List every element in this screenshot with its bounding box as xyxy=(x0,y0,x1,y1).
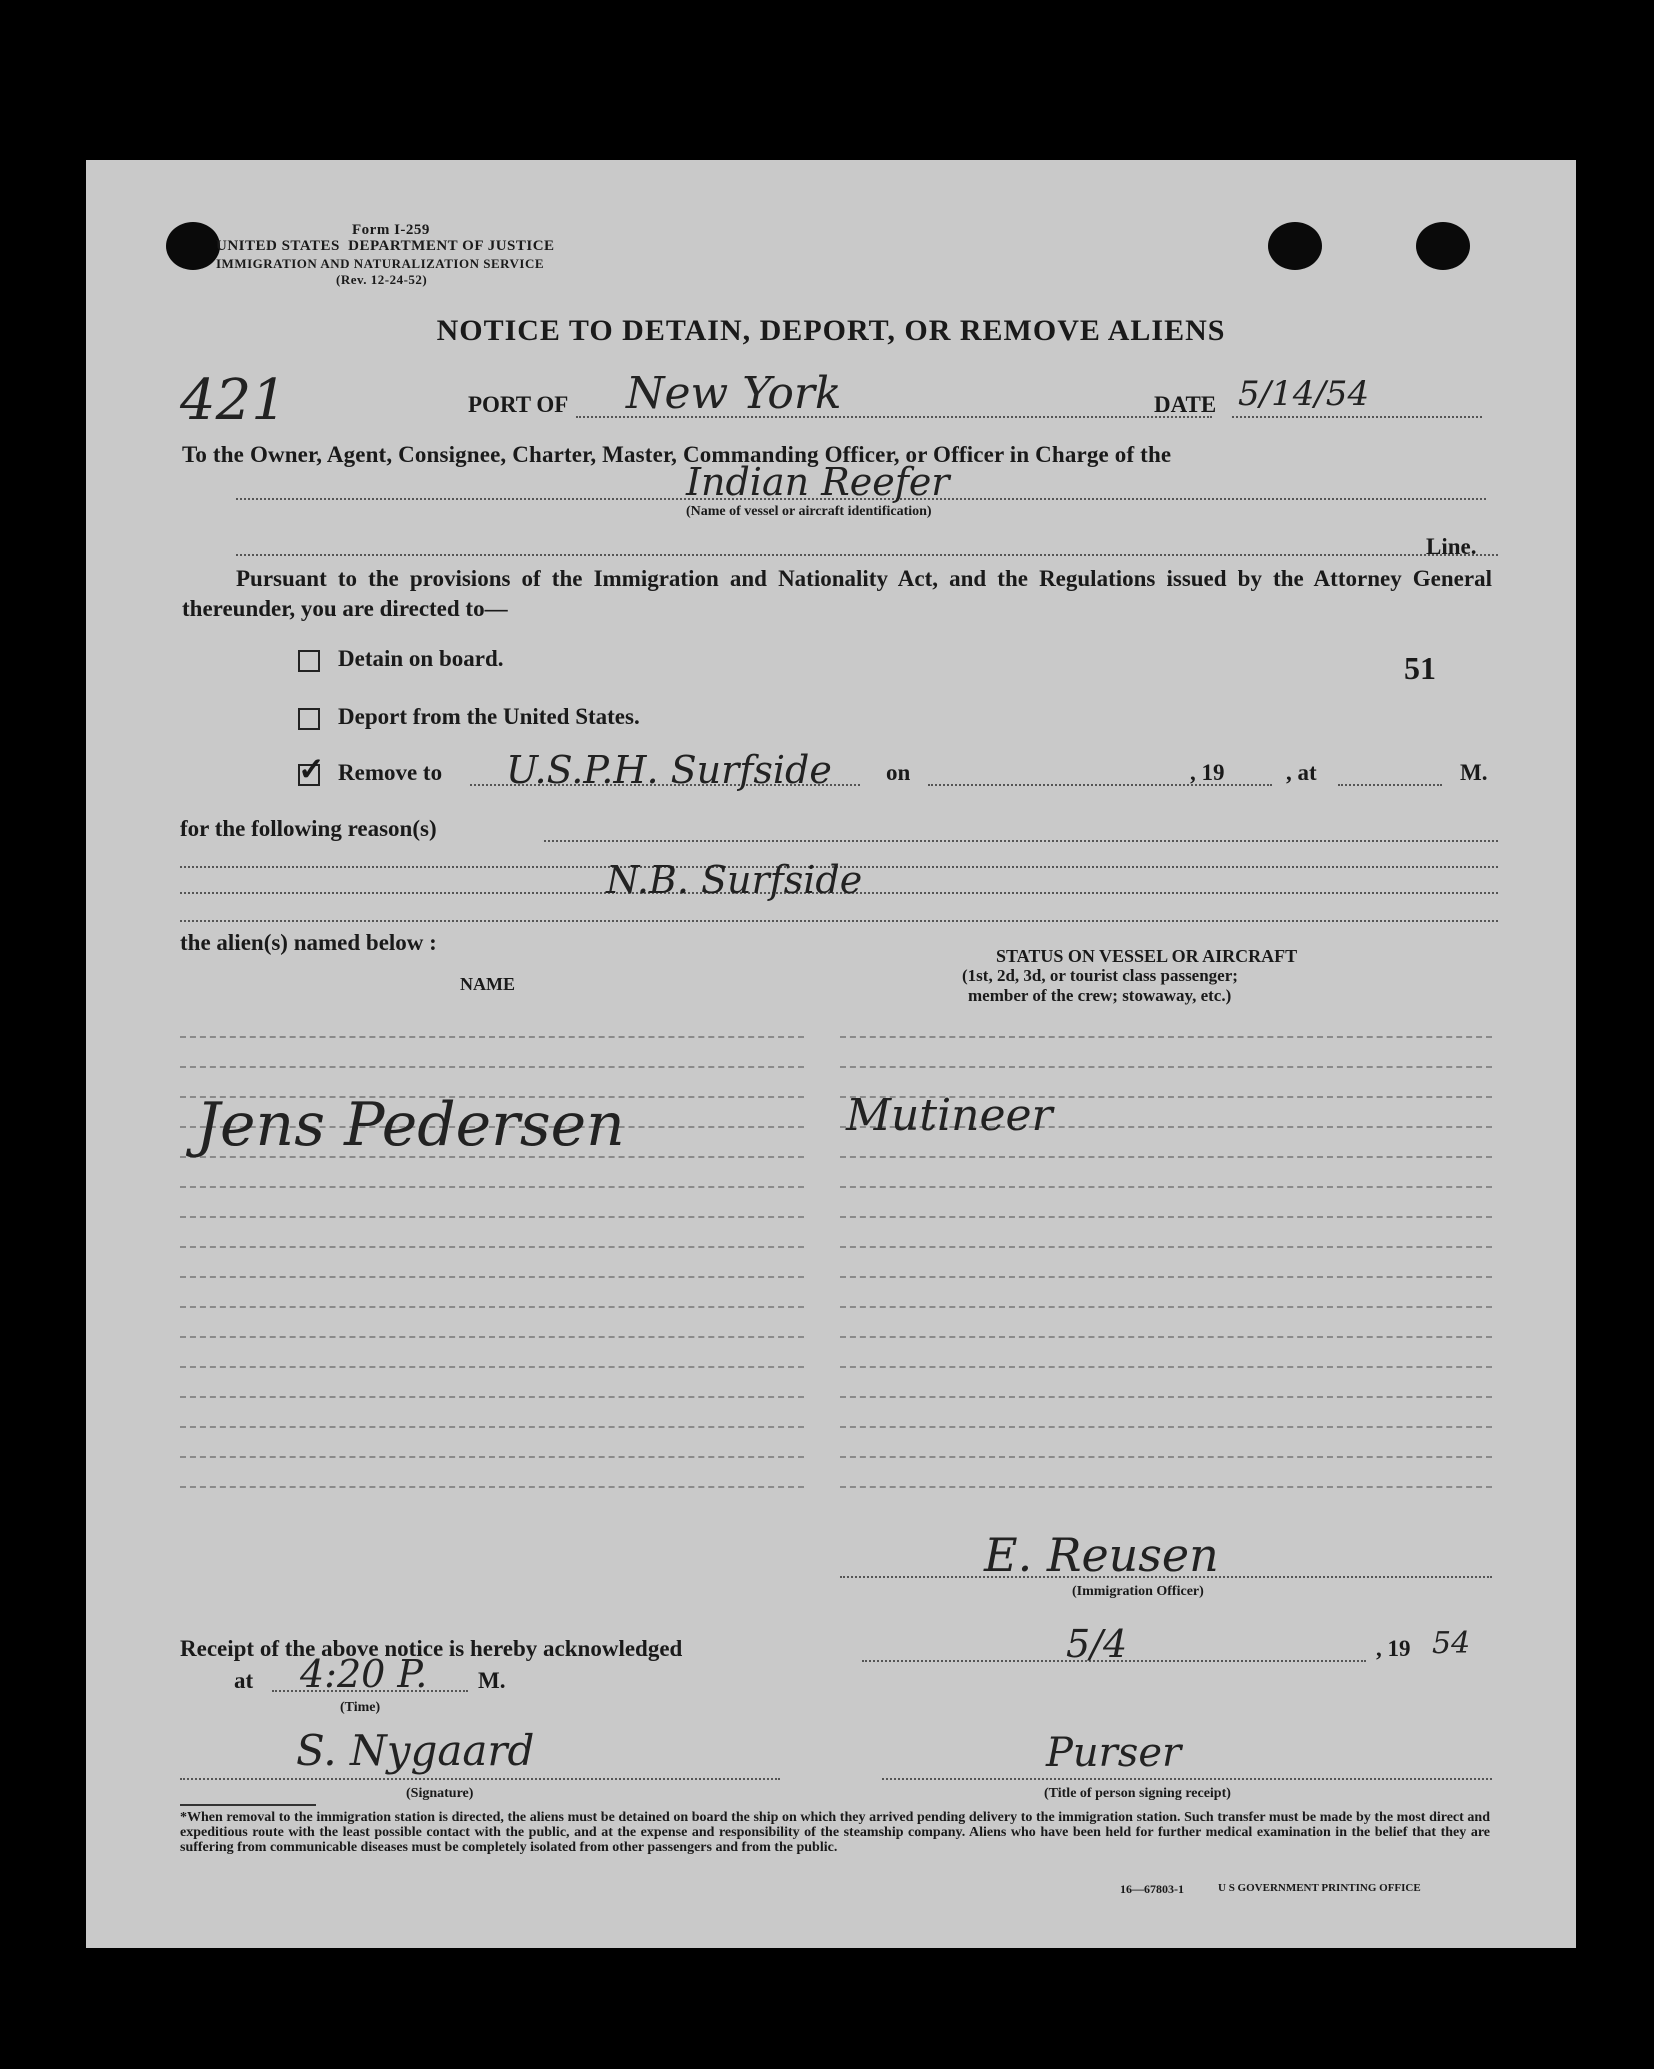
time-m-label: M. xyxy=(478,1668,506,1693)
recipient-title-line xyxy=(882,1778,1492,1780)
title-caption: (Title of person signing receipt) xyxy=(1044,1786,1231,1801)
officer-signature[interactable]: E. Reusen xyxy=(984,1528,1219,1582)
remove-to-field[interactable]: U.S.P.H. Surfside xyxy=(506,748,832,792)
stamp-number: 51 xyxy=(1404,650,1436,686)
signature-caption: (Signature) xyxy=(406,1786,474,1801)
footnote-rule xyxy=(180,1804,316,1806)
status-column-header: STATUS ON VESSEL OR AIRCRAFT xyxy=(996,946,1298,966)
time-field[interactable]: 4:20 P. xyxy=(300,1652,428,1696)
remove-time-line xyxy=(1338,784,1442,786)
form-sheet xyxy=(86,160,1576,1948)
status-rule xyxy=(840,1246,1492,1248)
date-label: DATE xyxy=(1154,392,1217,417)
print-code: 16—67803-1 xyxy=(1120,1882,1184,1896)
status-header-line-2: member of the crew; stowaway, etc.) xyxy=(968,986,1232,1005)
reason-label: for the following reason(s) xyxy=(180,816,437,841)
aliens-label: the alien(s) named below : xyxy=(180,930,437,955)
detain-checkbox[interactable] xyxy=(298,650,320,672)
punch-hole-left xyxy=(166,222,220,270)
agency-service: IMMIGRATION AND NATURALIZATION SERVICE xyxy=(216,256,545,271)
alien-name-field[interactable]: Jens Pedersen xyxy=(196,1090,625,1160)
recipient-title-field[interactable]: Purser xyxy=(1046,1730,1182,1776)
revision-text: (Rev. 12-24-52) xyxy=(336,272,428,287)
status-header-line-1: (1st, 2d, 3d, or tourist class passenger; xyxy=(962,966,1238,985)
date-field[interactable]: 5/14/54 xyxy=(1238,374,1370,414)
status-rule xyxy=(840,1486,1492,1488)
detain-option-label: Detain on board. xyxy=(338,646,504,671)
deport-checkbox[interactable] xyxy=(298,708,320,730)
name-rule xyxy=(180,1396,804,1398)
margin-number: 421 xyxy=(180,368,287,433)
recipient-signature-line xyxy=(180,1778,780,1780)
status-rule xyxy=(840,1066,1492,1068)
name-rule xyxy=(180,1216,804,1218)
form-number-text: Form I-259 xyxy=(352,222,430,238)
name-rule xyxy=(180,1486,804,1488)
m-label: M. xyxy=(1460,760,1488,785)
remove-check-mark: ✓ xyxy=(298,751,325,787)
vessel-caption: (Name of vessel or aircraft identification) xyxy=(686,504,932,519)
punch-hole-right-1 xyxy=(1268,222,1322,270)
name-rule xyxy=(180,1336,804,1338)
status-rule xyxy=(840,1186,1492,1188)
status-rule xyxy=(840,1456,1492,1458)
agency-line-1 xyxy=(216,238,555,254)
status-rule xyxy=(840,1426,1492,1428)
name-rule xyxy=(180,1066,804,1068)
status-rule xyxy=(840,1366,1492,1368)
form-number xyxy=(352,222,430,238)
agency-right: DEPARTMENT OF JUSTICE xyxy=(348,238,555,254)
year-label: , 19 xyxy=(1190,760,1225,785)
name-rule xyxy=(180,1456,804,1458)
agency-left: UNITED STATES xyxy=(216,238,340,254)
on-label: on xyxy=(886,760,911,785)
name-rule xyxy=(180,1186,804,1188)
deport-option-label: Deport from the United States. xyxy=(338,704,640,729)
status-rule xyxy=(840,1396,1492,1398)
status-rule xyxy=(840,1336,1492,1338)
port-field[interactable]: New York xyxy=(626,368,842,419)
status-rule xyxy=(840,1216,1492,1218)
footnote-text: *When removal to the immigration station is directed, the aliens must be detained on board the ship on which they arrived pending delivery to the immigration station. Such transfer must be made by the most direct and expeditious route with the least possible contact with the public, and at the expense and responsibility of the steamship company. Aliens who have been held for further medical examination in the belief that they are suffering from communicable diseases must be completely isolated from other passengers and from the public. xyxy=(180,1810,1490,1855)
page-title: NOTICE TO DETAIN, DEPORT, OR REMOVE ALIENS xyxy=(436,314,1226,347)
port-label: PORT OF xyxy=(468,392,569,417)
reason-line-1 xyxy=(544,840,1498,842)
line-label: Line. xyxy=(1426,534,1477,559)
status-rule xyxy=(840,1306,1492,1308)
time-caption: (Time) xyxy=(340,1700,381,1715)
name-rule xyxy=(180,1246,804,1248)
printer-name: U S GOVERNMENT PRINTING OFFICE xyxy=(1218,1882,1421,1894)
pursuant-paragraph xyxy=(182,564,1492,624)
date-line xyxy=(1232,416,1482,418)
name-rule xyxy=(180,1036,804,1038)
agency-line-2 xyxy=(216,256,544,272)
name-rule xyxy=(180,1366,804,1368)
status-rule xyxy=(840,1156,1492,1158)
alien-status-field[interactable]: Mutineer xyxy=(846,1090,1053,1141)
form-revision xyxy=(336,272,427,288)
name-rule xyxy=(180,1276,804,1278)
punch-hole-right-2 xyxy=(1416,222,1470,270)
officer-caption: (Immigration Officer) xyxy=(1072,1584,1204,1599)
at-label: , at xyxy=(1286,760,1317,785)
vessel-field[interactable]: Indian Reefer xyxy=(686,460,950,504)
status-rule xyxy=(840,1276,1492,1278)
at-time-label: at xyxy=(234,1668,254,1693)
receipt-date-field[interactable]: 5/4 xyxy=(1066,1622,1128,1666)
status-rule xyxy=(840,1036,1492,1038)
recipient-signature[interactable]: S. Nygaard xyxy=(296,1726,535,1775)
receipt-year-label: , 19 xyxy=(1376,1636,1411,1661)
addressee-text: To the Owner, Agent, Consignee, Charter, Master, Commanding Officer, or Officer in Charge of the xyxy=(182,442,1172,467)
receipt-label: Receipt of the above notice is hereby acknowledged xyxy=(180,1636,683,1661)
line-name-line xyxy=(236,554,1498,556)
reason-line-4 xyxy=(180,920,1498,922)
name-column-header: NAME xyxy=(460,974,515,994)
name-rule xyxy=(180,1426,804,1428)
remove-option-label: Remove to xyxy=(338,760,443,785)
pursuant-text: Pursuant to the provisions of the Immigration and Nationality Act, and the Regulations issued by the Attorney General thereunder, you are directed to— xyxy=(182,566,1492,621)
receipt-year-field[interactable]: 54 xyxy=(1432,1626,1471,1661)
name-rule xyxy=(180,1306,804,1308)
reason-field[interactable]: N.B. Surfside xyxy=(606,858,863,902)
